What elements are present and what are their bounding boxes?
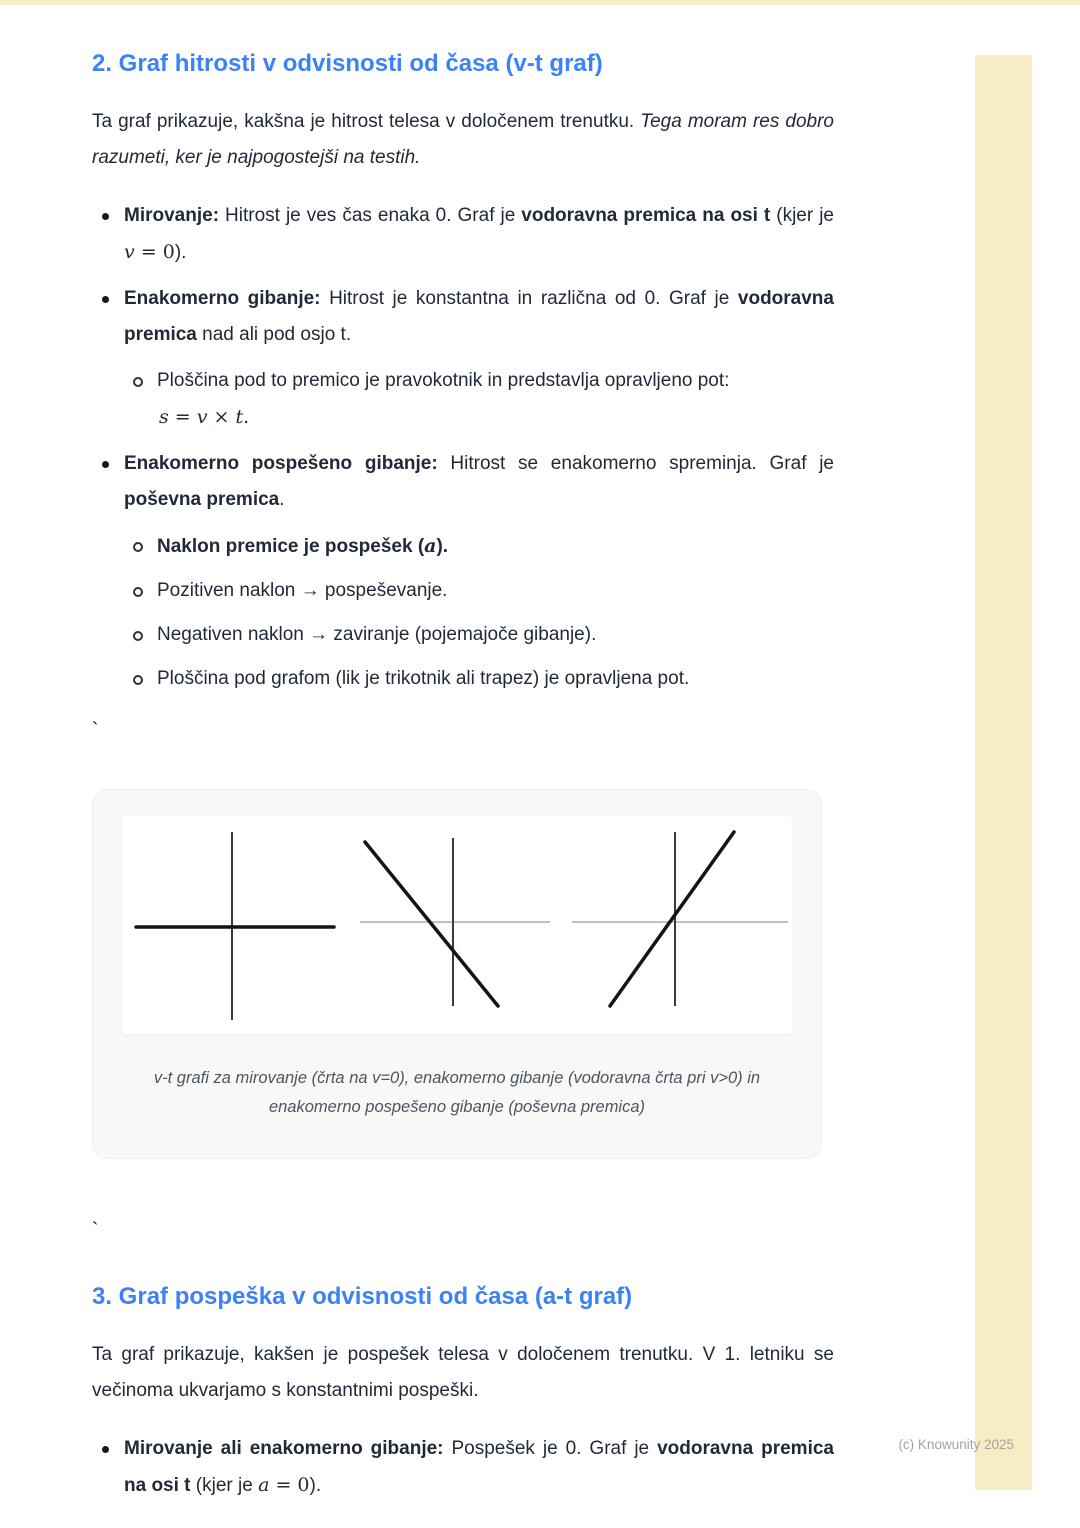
section-3-intro: Ta graf prikazuje, kakšen je pospešek telesa v določenem trenutku. V 1. letniku se večinoma ukvarjamo s konstantnimi pospeški. [92,1344,834,1401]
list-item [92,281,834,436]
list-item [92,446,834,697]
sub-list [124,363,834,436]
section-2-list [92,198,834,697]
list-item [124,573,834,609]
list-item [124,661,834,697]
graph-line [610,832,734,1006]
list-item [124,528,834,565]
highlight-stripe [975,55,1032,1490]
graph-mirovanje [136,832,334,1020]
list-item [124,363,834,436]
list-item [124,617,834,653]
section-3-heading: 3. Graf pospeška v odvisnosti od časa (a-t graf) [92,1283,633,1310]
section-2-intro: Ta graf prikazuje, kakšna je hitrost telesa v določenem trenutku. Tega moram res dobro razumeti, ker je najpogostejši na testih. [92,111,834,168]
sub-list [124,528,834,697]
bullet-icon [102,213,109,220]
page-top-border [0,0,1080,5]
figure-caption: v-t grafi za mirovanje (črta na v=0), enakomerno gibanje (vodoravna črta pri v>0) in enakomerno pospešeno gibanje (poševna premica) [153,1069,761,1116]
bullet-icon [102,461,109,468]
list-item-text: Naklon premice je pospešek (a). [157,535,449,557]
list-item [92,198,834,271]
bullet-icon [102,1446,109,1453]
graph-pospesevanje [572,832,788,1006]
circle-bullet-icon [133,542,143,552]
list-item-text: Ploščina pod to premico je pravokotnik in predstavlja opravljeno pot: [157,370,730,391]
list-item [92,1431,834,1504]
section-3-list [92,1431,834,1504]
graph-line [365,842,498,1006]
section-2-heading: 2. Graf hitrosti v odvisnosti od časa (v-t graf) [92,50,603,77]
list-item-text: Mirovanje ali enakomerno gibanje: Pospešek je 0. Graf je vodoravna premica na osi t (kjer je a = 0). [124,1438,834,1496]
circle-bullet-icon [133,631,143,641]
graph-pojemanje [360,838,550,1006]
bullet-icon [102,296,109,303]
formula: s = v × t. [159,406,250,428]
stray-backtick: ` [92,720,99,741]
list-item-text: Enakomerno pospešeno gibanje: Hitrost se enakomerno spreminja. Graf je poševna premica. [124,453,834,510]
list-item-text: Enakomerno gibanje: Hitrost je konstantna in različna od 0. Graf je vodoravna premica nad ali pod osjo t. [124,288,834,345]
watermark: (c) Knowunity 2025 [898,1437,1014,1452]
list-item-text: Mirovanje: Hitrost je ves čas enaka 0. Graf je vodoravna premica na osi t (kjer je v = 0). [124,205,834,263]
vt-graphs-image [122,816,792,1034]
vt-graphs-svg [122,816,792,1034]
figure-card [92,789,822,1159]
list-item-text: Pozitiven naklon → pospeševanje. [157,580,448,601]
list-item-text: Ploščina pod grafom (lik je trikotnik ali trapez) je opravljena pot. [157,668,690,689]
circle-bullet-icon [133,587,143,597]
content-column [92,48,834,1514]
stray-backtick: ` [92,1220,99,1241]
circle-bullet-icon [133,675,143,685]
list-item-text: Negativen naklon → zaviranje (pojemajoče gibanje). [157,624,597,645]
circle-bullet-icon [133,377,143,387]
